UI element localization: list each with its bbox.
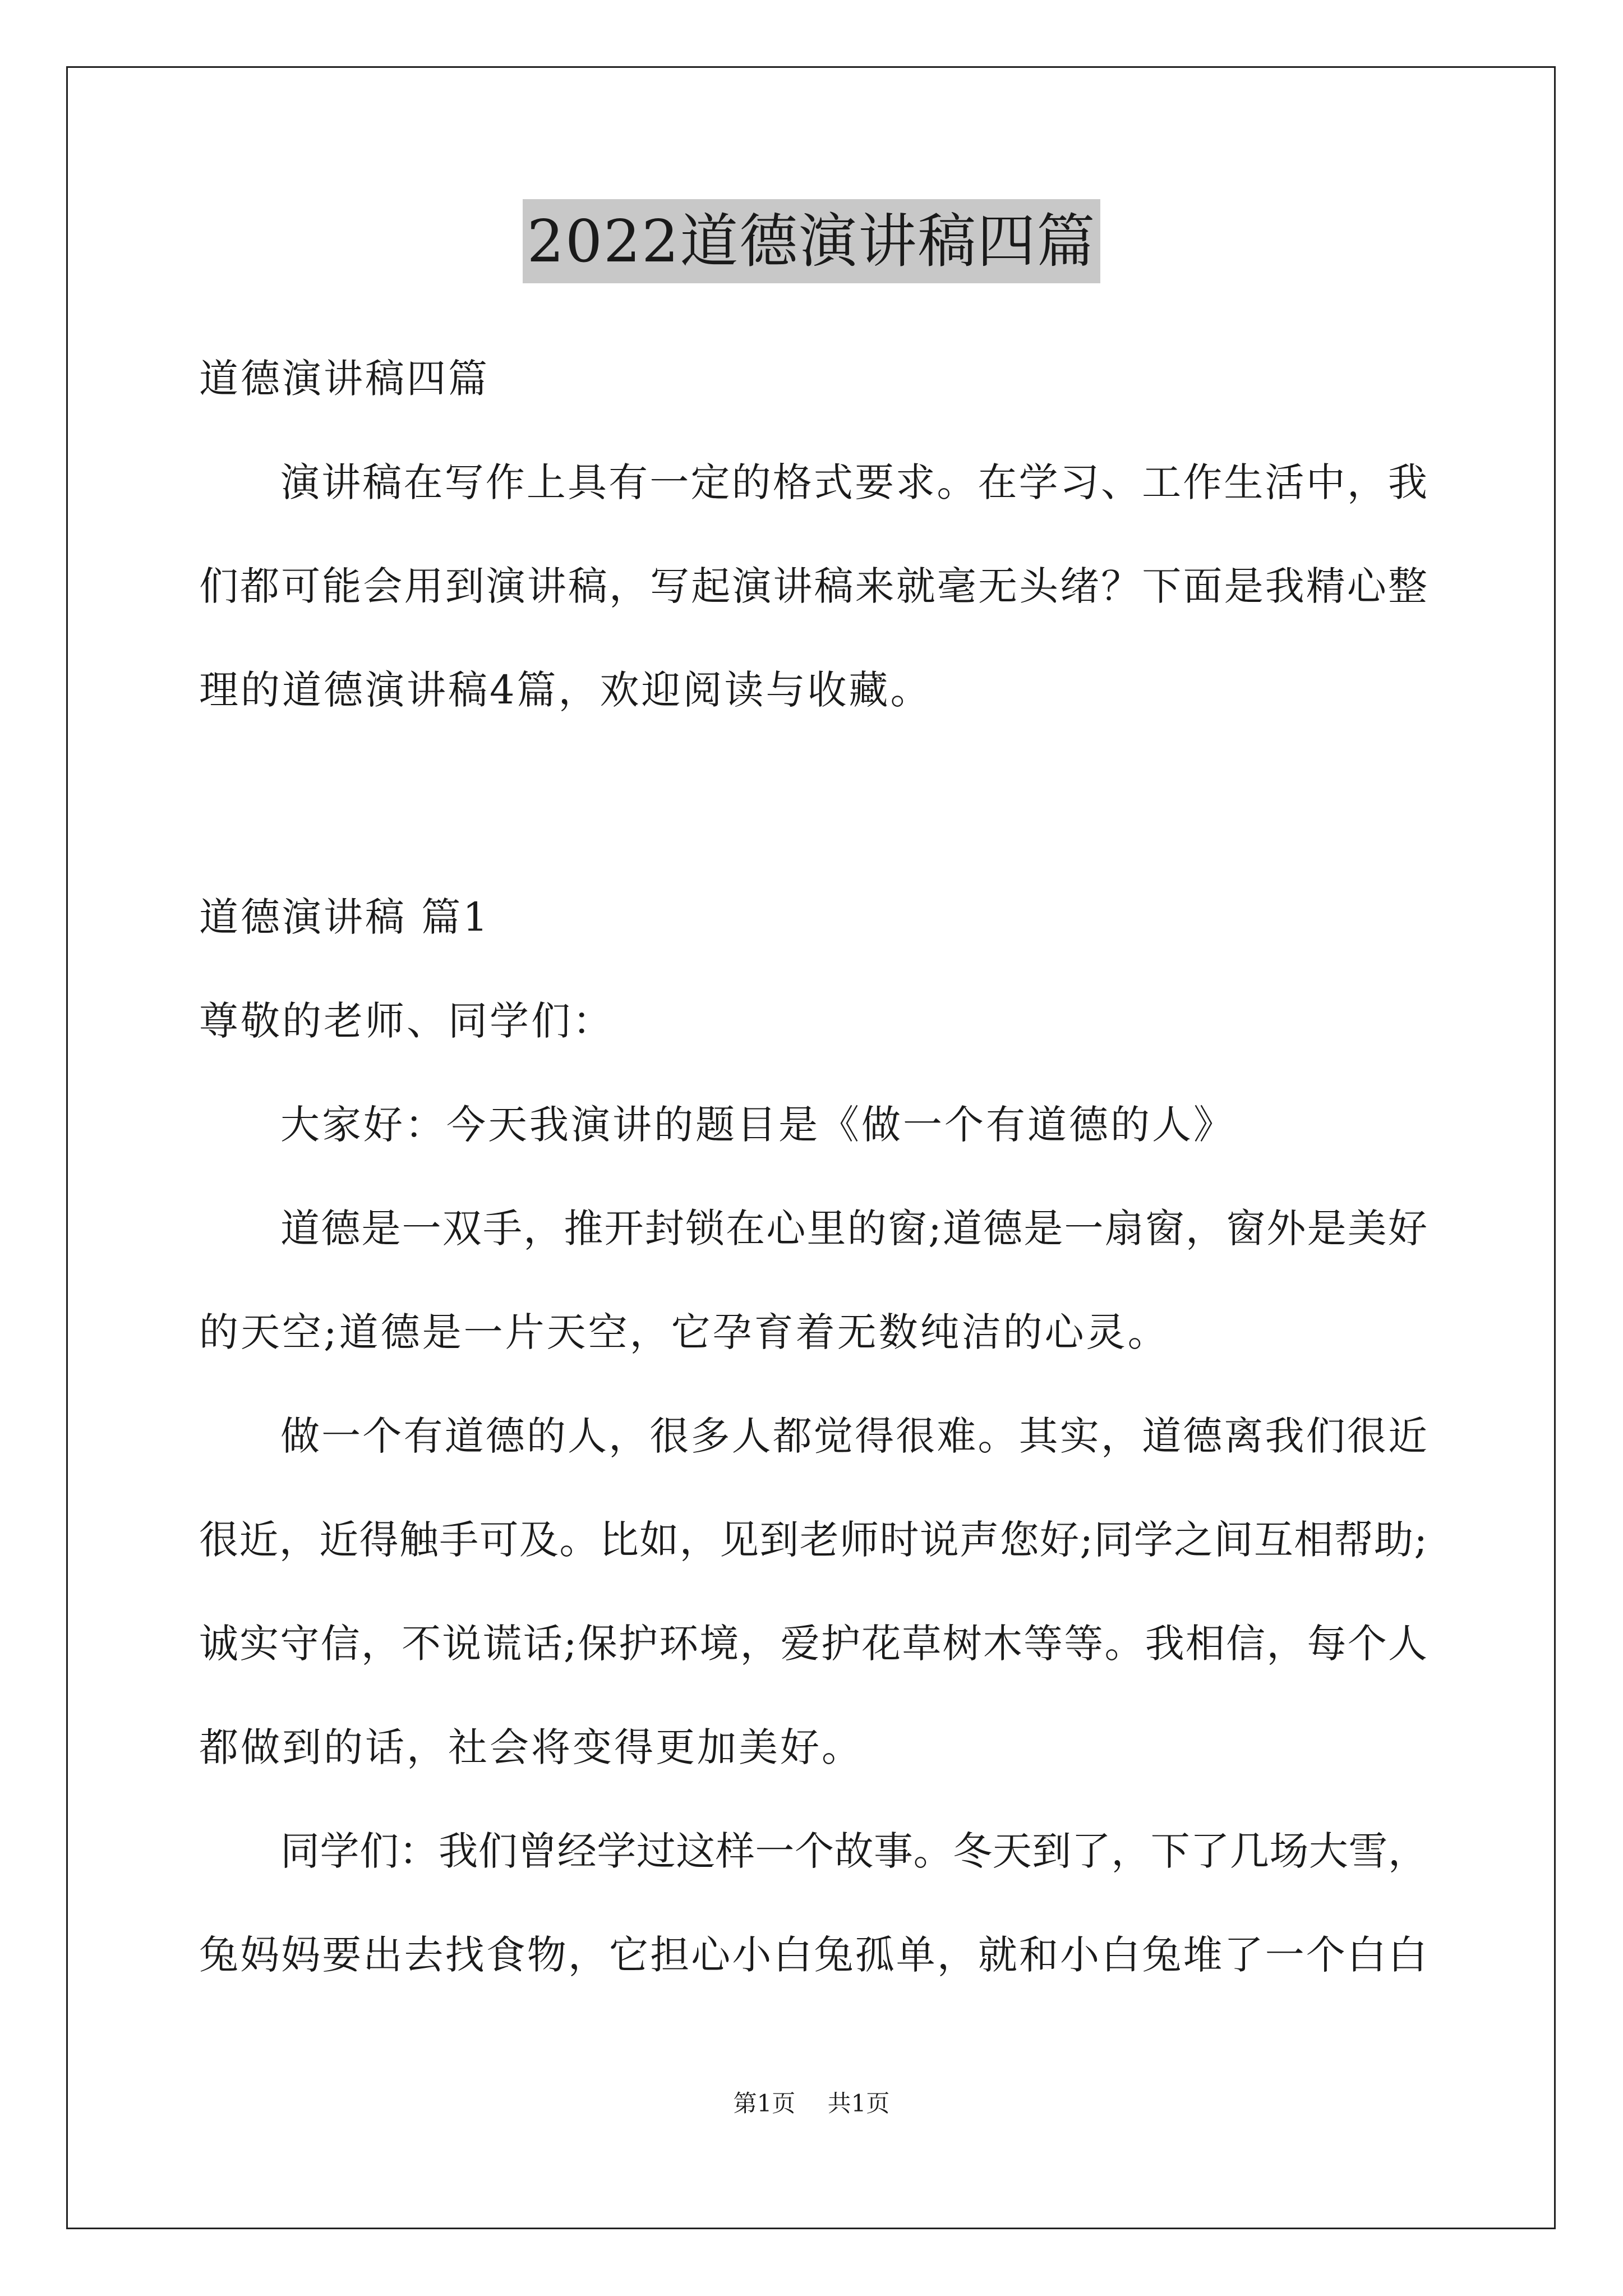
section-heading: 道德演讲稿 篇1 xyxy=(199,894,490,940)
body-line-4: 做一个有道德的人，很多人都觉得很难。其实，道德离我们很近 xyxy=(280,1413,1427,1459)
body-line-7: 都做到的话，社会将变得更加美好。 xyxy=(199,1724,863,1770)
document-subtitle: 道德演讲稿四篇 xyxy=(199,356,490,402)
page-footer xyxy=(0,2087,1623,2120)
page-number: 第1页 xyxy=(733,2090,796,2117)
intro-line-3: 理的道德演讲稿4篇，欢迎阅读与收藏。 xyxy=(199,667,932,713)
intro-line-1: 演讲稿在写作上具有一定的格式要求。在学习、工作生活中，我 xyxy=(280,459,1427,505)
document-title: 2022道德演讲稿四篇 xyxy=(523,199,1101,283)
body-line-3: 的天空;道德是一片天空，它孕育着无数纯洁的心灵。 xyxy=(199,1309,1169,1355)
page-total: 共1页 xyxy=(827,2090,890,2117)
salutation: 尊敬的老师、同学们： xyxy=(199,998,614,1044)
body-line-5: 很近，近得触手可及。比如，见到老师时说声您好;同学之间互相帮助; xyxy=(199,1517,1427,1563)
body-line-8: 同学们：我们曾经学过这样一个故事。冬天到了，下了几场大雪， xyxy=(280,1828,1427,1874)
body-line-9: 兔妈妈要出去找食物，它担心小白兔孤单，就和小白兔堆了一个白白 xyxy=(199,1932,1427,1978)
body-line-6: 诚实守信，不说谎话;保护环境，爱护花草树木等等。我相信，每个人 xyxy=(199,1621,1427,1667)
intro-line-2: 们都可能会用到演讲稿，写起演讲稿来就毫无头绪？下面是我精心整 xyxy=(199,563,1427,609)
body-line-2: 道德是一双手，推开封锁在心里的窗;道德是一扇窗，窗外是美好 xyxy=(280,1205,1427,1251)
title-wrap xyxy=(0,199,1623,283)
body-line-1: 大家好：今天我演讲的题目是《做一个有道德的人》 xyxy=(280,1102,1235,1148)
